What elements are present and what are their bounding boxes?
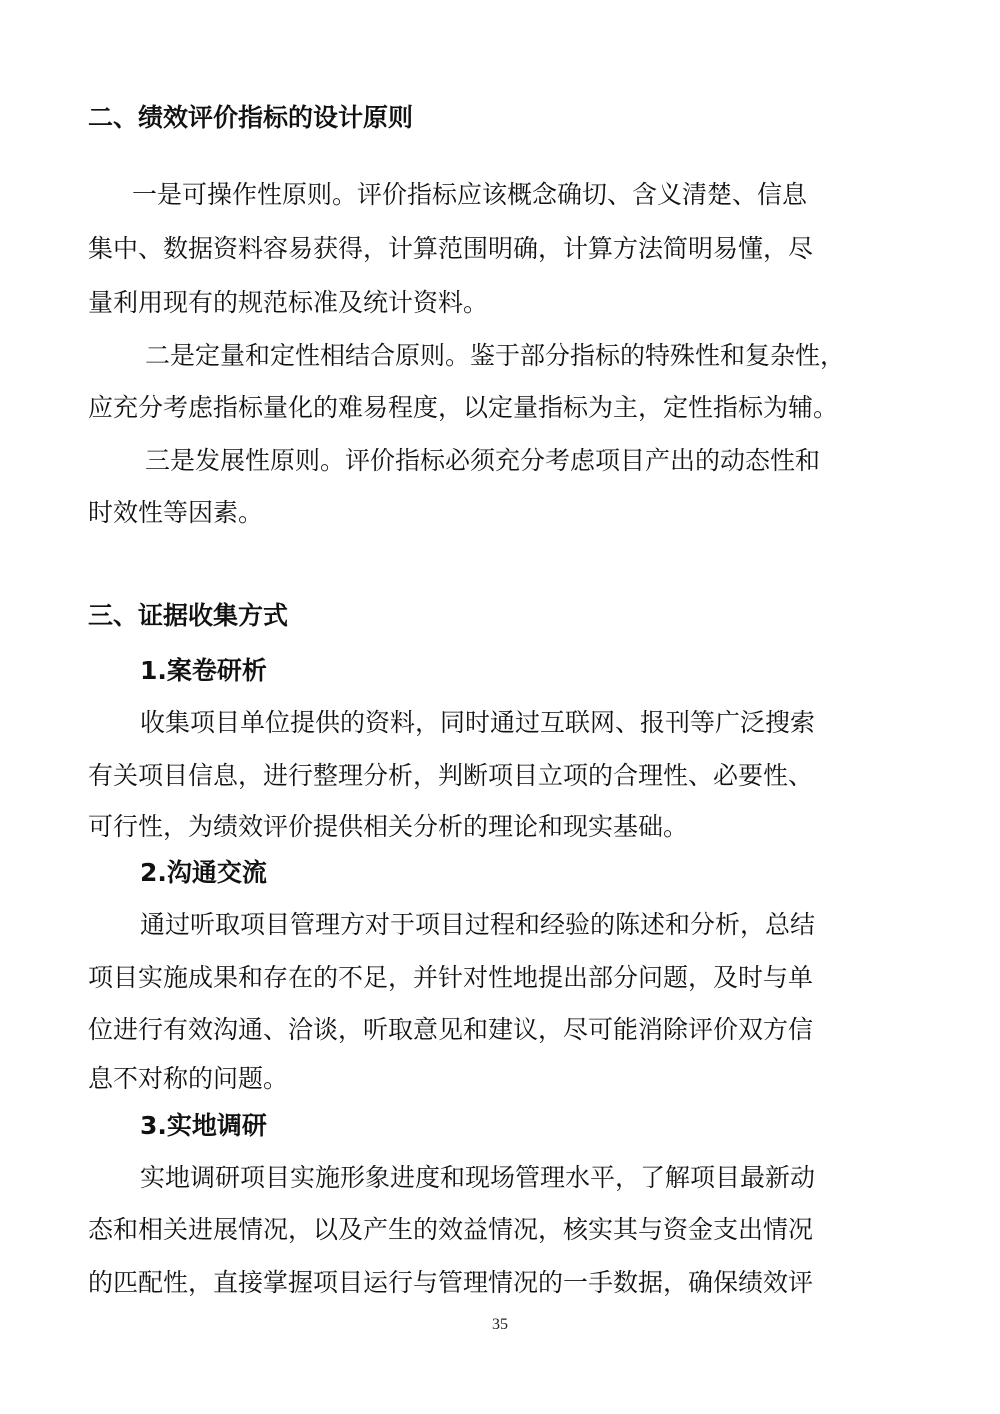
paragraph-line: 位进行有效沟通、洽谈，听取意见和建议，尽可能消除评价双方信 [88, 1015, 814, 1044]
subsection-title: 3.实地调研 [140, 1111, 267, 1140]
paragraph-line: 有关项目信息，进行整理分析，判断项目立项的合理性、必要性、 [88, 761, 814, 790]
paragraph-line: 收集项目单位提供的资料，同时通过互联网、报刊等广泛搜索 [140, 708, 816, 737]
paragraph-line: 项目实施成果和存在的不足，并针对性地提出部分问题，及时与单 [88, 963, 814, 992]
paragraph-line: 二是定量和定性相结合原则。鉴于部分指标的特殊性和复杂性， [145, 341, 846, 370]
paragraph-line: 的匹配性，直接掌握项目运行与管理情况的一手数据，确保绩效评 [88, 1268, 814, 1297]
section-heading-2: 二、绩效评价指标的设计原则 [88, 103, 414, 132]
subsection-title: 1.案卷研析 [140, 656, 267, 685]
paragraph-line: 量利用现有的规范标准及统计资料。 [88, 288, 489, 317]
paragraph-line: 应充分考虑指标量化的难易程度，以定量指标为主，定性指标为辅。 [88, 393, 839, 422]
section-heading-3: 三、证据收集方式 [88, 601, 289, 630]
paragraph-line: 通过听取项目管理方对于项目过程和经验的陈述和分析，总结 [140, 910, 816, 939]
paragraph-line: 实地调研项目实施形象进度和现场管理水平，了解项目最新动 [140, 1163, 816, 1192]
paragraph-line: 态和相关进展情况，以及产生的效益情况，核实其与资金支出情况 [88, 1215, 814, 1244]
paragraph-line: 时效性等因素。 [88, 498, 264, 527]
subsection-title: 2.沟通交流 [140, 858, 267, 887]
paragraph-line: 集中、数据资料容易获得，计算范围明确，计算方法简明易懂，尽 [88, 234, 814, 263]
paragraph-line: 一是可操作性原则。评价指标应该概念确切、含义清楚、信息 [132, 180, 808, 209]
paragraph-line: 可行性，为绩效评价提供相关分析的理论和现实基础。 [88, 812, 689, 841]
page-number: 35 [492, 1316, 508, 1333]
paragraph-line: 三是发展性原则。评价指标必须充分考虑项目产出的动态性和 [145, 446, 821, 475]
paragraph-line: 息不对称的问题。 [88, 1064, 289, 1093]
